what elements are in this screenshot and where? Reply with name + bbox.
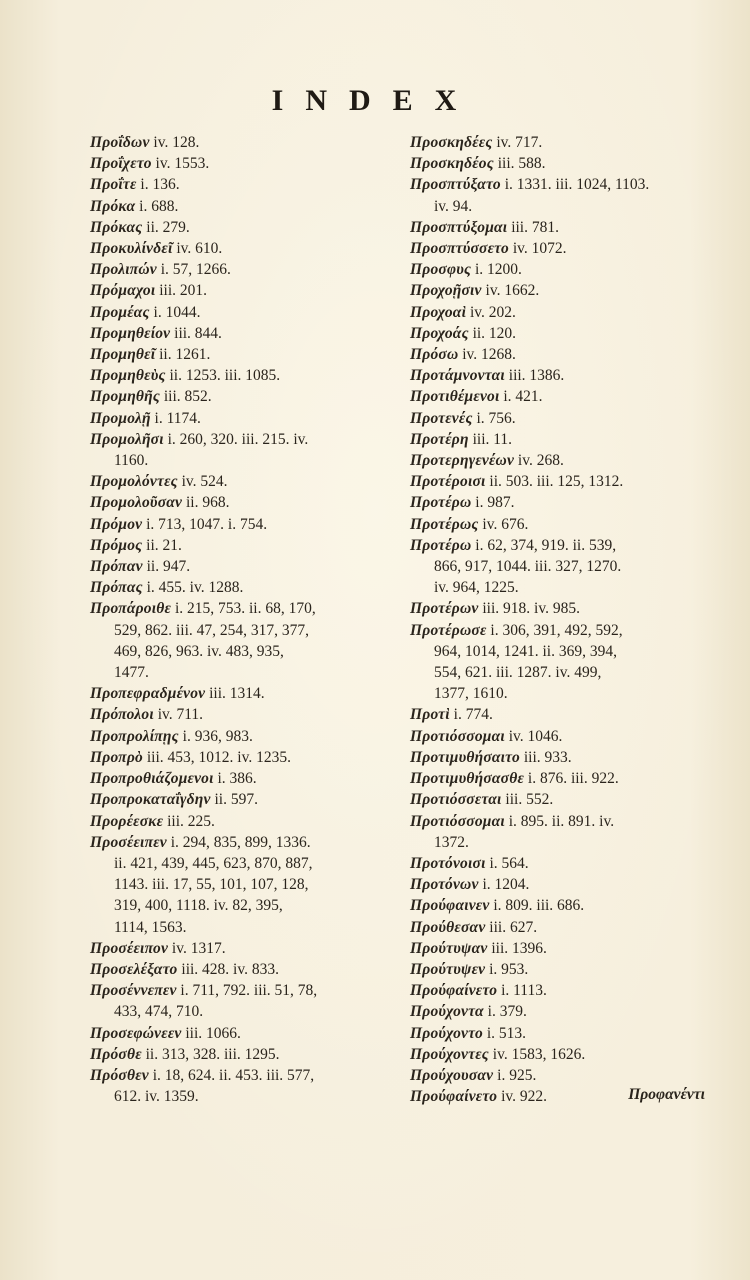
headword: Προσπτύσσετο (410, 240, 509, 258)
index-entry-line: Προτέρω i. 62, 374, 919. ii. 539, (410, 536, 617, 554)
index-entry-continuation: 554, 621. iii. 1287. iv. 499, (434, 664, 602, 682)
index-entry (410, 811, 730, 853)
index-entry-line: Πρόκα i. 688. (90, 197, 179, 215)
headword: Προσελέξατο (90, 960, 178, 978)
index-entry-line: Προσπτύσσετο iv. 1072. (410, 240, 567, 258)
index-entry-line: Πρόπολοι iv. 711. (90, 706, 204, 724)
index-entry-continuation: 1160. (114, 452, 149, 470)
index-entry-line: Προτιμυθήσαιτο iii. 933. (410, 748, 572, 766)
index-entry-line: Προχοάς ii. 120. (410, 324, 517, 342)
headword: Προτενές (410, 409, 473, 427)
index-entry-line: Πρόμαχοι iii. 201. (90, 282, 208, 300)
index-entry-line: Πρόκας ii. 279. (90, 218, 190, 236)
index-entry (90, 683, 400, 704)
index-entry-line: Προτέρω i. 987. (410, 494, 515, 512)
index-entry (410, 620, 730, 705)
index-entry-continuation: 1477. (114, 664, 149, 682)
index-entry (90, 535, 400, 556)
index-entry-line: Προτιμυθήσασθε i. 876. iii. 922. (410, 770, 619, 788)
index-entry-line: Προτόνοισι i. 564. (410, 854, 529, 872)
index-entry-line: Προτέροισι ii. 503. iii. 125, 1312. (410, 473, 624, 491)
index-entry (410, 1065, 730, 1086)
index-entry-continuation: 1114, 1563. (114, 918, 187, 936)
headword: Προτόνων (410, 876, 479, 894)
headword: Προσεφώνεεν (90, 1024, 182, 1042)
index-entry-line: Προτὶ i. 774. (410, 706, 493, 724)
index-entry (90, 217, 400, 238)
headword: Πρόμος (90, 536, 143, 554)
index-entry (90, 259, 400, 280)
index-entry (410, 492, 730, 513)
index-entry (90, 726, 400, 747)
headword: Προμέας (90, 303, 150, 321)
index-entry (410, 959, 730, 980)
index-entry (90, 238, 400, 259)
headword: Προχοαὶ (410, 303, 467, 321)
index-entry-line: Πρόπας i. 455. iv. 1288. (90, 579, 244, 597)
headword: Προτιόσσομαι (410, 812, 505, 830)
headword: Πρόπας (90, 579, 143, 597)
headword: Προτέροισι (410, 473, 486, 491)
headword: Προπρολίπῃς (90, 727, 179, 745)
index-entry (90, 196, 400, 217)
index-entry (90, 174, 400, 195)
index-entry-line: Προμολῆσι i. 260, 320. iii. 215. iv. (90, 430, 309, 448)
index-entry-line: Προμολῇ i. 1174. (90, 409, 201, 427)
index-entry-line: Προσελέξατο iii. 428. iv. 833. (90, 960, 279, 978)
headword: Προμολόντες (90, 473, 178, 491)
index-entry (90, 153, 400, 174)
index-entry (90, 408, 400, 429)
headword: Προμηθῆς (90, 388, 160, 406)
headword: Προύτυψεν (410, 960, 486, 978)
index-entry-line: Προχοαὶ iv. 202. (410, 303, 516, 321)
index-entry-line: Προπρολίπῃς i. 936, 983. (90, 727, 253, 745)
headword: Προσέειπον (90, 939, 169, 957)
headword: Προσπτύξατο (410, 176, 501, 194)
index-entry (410, 917, 730, 938)
index-entry-line: Προπρὸ iii. 453, 1012. iv. 1235. (90, 748, 291, 766)
headword: Προμολῇ (90, 409, 151, 427)
headword: Πρόπαν (90, 558, 143, 576)
index-entry (410, 471, 730, 492)
index-entry (410, 450, 730, 471)
index-entry-line: Προύχοντο i. 513. (410, 1024, 527, 1042)
index-entry (90, 386, 400, 407)
index-entry (90, 789, 400, 810)
index-entry-line: Προκυλίνδεῖ iv. 610. (90, 240, 223, 258)
index-entry-line: Πρόσθεν i. 18, 624. ii. 453. iii. 577, (90, 1066, 315, 1084)
index-entry (90, 471, 400, 492)
index-entry (410, 747, 730, 768)
index-entry (410, 386, 730, 407)
index-entry-line: Προμολοῦσαν ii. 968. (90, 494, 230, 512)
index-entry (90, 365, 400, 386)
index-entry (90, 747, 400, 768)
index-entry (410, 174, 730, 216)
headword: Πρόσθε (90, 1045, 142, 1063)
index-entry-line: Προύτυψεν i. 953. (410, 960, 529, 978)
index-entry-line: Πρόσθε ii. 313, 328. iii. 1295. (90, 1045, 280, 1063)
index-entry-line: Προμέας i. 1044. (90, 303, 201, 321)
index-entry (410, 853, 730, 874)
index-entry-continuation: 964, 1014, 1241. ii. 369, 394, (434, 642, 617, 660)
index-entry (90, 768, 400, 789)
index-entry (410, 1001, 730, 1022)
index-entry-line: Προτόνων i. 1204. (410, 876, 530, 894)
index-entry-line: Προύφαίνετο i. 1113. (410, 982, 547, 1000)
headword: Προτόνοισι (410, 854, 486, 872)
index-entry-line: Προσέειπεν i. 294, 835, 899, 1336. (90, 833, 311, 851)
index-entry-line: Προσφυς i. 1200. (410, 261, 522, 279)
index-entry (90, 1023, 400, 1044)
index-entry (90, 429, 400, 471)
headword: Προμηθείον (90, 324, 171, 342)
index-entry-line: Προμηθείον iii. 844. (90, 324, 222, 342)
headword: Πρόκα (90, 197, 136, 215)
index-entry (410, 598, 730, 619)
index-entry-continuation: ii. 421, 439, 445, 623, 870, 887, (114, 854, 313, 872)
index-entry (410, 514, 730, 535)
headword: Προκυλίνδεῖ (90, 240, 173, 258)
index-entry-continuation: 1372. (434, 833, 469, 851)
headword: Προτιμυθήσασθε (410, 770, 525, 788)
headword: Προύθεσαν (410, 918, 486, 936)
index-entry-continuation: 866, 917, 1044. iii. 327, 1270. (434, 558, 622, 576)
index-entry-line: Προπροκαταΐγδην ii. 597. (90, 791, 258, 809)
headword: Προρέεσκε (90, 812, 164, 830)
index-entry-line: Προσπτύξομαι iii. 781. (410, 218, 559, 236)
index-entry-line: Προτάμνονται iii. 1386. (410, 367, 565, 385)
headword: Προτέρη (410, 430, 469, 448)
headword: Προπροκαταΐγδην (90, 791, 211, 809)
index-entry (410, 726, 730, 747)
index-entry (410, 1023, 730, 1044)
headword: Προΐχετο (90, 155, 152, 173)
index-entry-line: Προτενές i. 756. (410, 409, 516, 427)
headword: Πρόμαχοι (90, 282, 156, 300)
index-entry-line: Προτιόσσομαι i. 895. ii. 891. iv. (410, 812, 615, 830)
index-entry-line: Προύχουσαν i. 925. (410, 1066, 537, 1084)
headword: Προτέρων (410, 600, 479, 618)
index-entry-line: Προμηθεὺς ii. 1253. iii. 1085. (90, 367, 281, 385)
index-entry-line: Πρόσω iv. 1268. (410, 346, 516, 364)
index-entry (410, 132, 730, 153)
headword: Προπεφραδμένον (90, 685, 206, 703)
index-entry-line: Προύχοντες iv. 1583, 1626. (410, 1045, 586, 1063)
index-entry-line: Προσκηδέες iv. 717. (410, 134, 543, 151)
headword: Προμηθεὺς (90, 367, 166, 385)
index-entry-line: Προπάροιθε i. 215, 753. ii. 68, 170, (90, 600, 316, 618)
index-entry-line: Προΐχετο iv. 1553. (90, 155, 210, 173)
index-entry-line: Προμολόντες iv. 524. (90, 473, 228, 491)
index-entry (90, 556, 400, 577)
index-entry-continuation: 529, 862. iii. 47, 254, 317, 377, (114, 621, 310, 639)
headword: Προύτυψαν (410, 939, 488, 957)
headword: Προτιμυθήσαιτο (410, 748, 520, 766)
index-entry (410, 365, 730, 386)
headword: Προπάροιθε (90, 600, 172, 618)
headword: Προύφαίνετο (410, 982, 498, 1000)
index-entry (90, 938, 400, 959)
index-entry (90, 280, 400, 301)
headword: Προχοάς (410, 324, 469, 342)
index-entry (90, 598, 400, 683)
headword: Προύχοντα (410, 1003, 484, 1021)
index-entry (410, 789, 730, 810)
headword: Προμηθεῖ (90, 346, 156, 364)
index-entry (410, 980, 730, 1001)
index-entry (410, 768, 730, 789)
index-entry-line: Προχοῇσιν iv. 1662. (410, 282, 540, 300)
index-entry (410, 259, 730, 280)
index-entry-line: Προπεφραδμένον iii. 1314. (90, 685, 265, 703)
index-entry (90, 323, 400, 344)
index-entry (90, 832, 400, 938)
index-column-left (90, 132, 400, 1107)
index-entry (90, 344, 400, 365)
headword: Πρόκας (90, 218, 143, 236)
index-entry-line: Προσκηδέος iii. 588. (410, 155, 546, 173)
headword: Προτὶ (410, 706, 450, 724)
headword: Προτέρωσε (410, 621, 487, 639)
index-entry (90, 577, 400, 598)
headword: Προτάμνονται (410, 367, 505, 385)
index-entry-continuation: 612. iv. 1359. (114, 1088, 199, 1106)
headword: Προπροθιάζομενοι (90, 770, 214, 788)
headword: Προχοῇσιν (410, 282, 482, 300)
index-entry-line: Προτιόσσεται iii. 552. (410, 791, 554, 809)
index-entry (410, 153, 730, 174)
index-entry-continuation: 469, 826, 963. iv. 483, 935, (114, 642, 284, 660)
index-entry-continuation: 1377, 1610. (434, 685, 508, 703)
index-entry-line: Προύφαινεν i. 809. iii. 686. (410, 897, 585, 915)
index-entry-line: Προλιπών i. 57, 1266. (90, 261, 231, 279)
headword: Προσφυς (410, 261, 472, 279)
index-entry (410, 217, 730, 238)
index-entry-line: Προμηθῆς iii. 852. (90, 388, 212, 406)
headword: Προλιπών (90, 261, 157, 279)
headword: Προτέρως (410, 515, 479, 533)
index-entry-line: Προύτυψαν iii. 1396. (410, 939, 547, 957)
index-entry (90, 302, 400, 323)
index-entry (90, 492, 400, 513)
index-entry-continuation: iv. 964, 1225. (434, 579, 519, 597)
index-entry-line: Προύφαίνετο iv. 922. (410, 1088, 547, 1106)
index-entry-continuation: 433, 474, 710. (114, 1003, 204, 1021)
headword: Προύφαίνετο (410, 1088, 498, 1106)
headword: Προμολοῦσαν (90, 494, 183, 512)
index-entry-continuation: iv. 94. (434, 197, 473, 215)
index-entry-line: Προτέρωσε i. 306, 391, 492, 592, (410, 621, 623, 639)
headword: Προτερηγενέων (410, 452, 515, 470)
headword: Προύφαινεν (410, 897, 490, 915)
index-entry (410, 704, 730, 725)
index-entry-line: Προμηθεῖ ii. 1261. (90, 346, 211, 364)
headword: Πρόσθεν (90, 1066, 149, 1084)
index-entry-continuation: 1143. iii. 17, 55, 101, 107, 128, (114, 876, 309, 894)
headword: Προύχοντο (410, 1024, 483, 1042)
index-entry-line: Προτέρως iv. 676. (410, 515, 529, 533)
headword: Πρόπολοι (90, 706, 154, 724)
index-entry (410, 408, 730, 429)
headword: Προτέρω (410, 536, 472, 554)
headword: Προύχοντες (410, 1045, 489, 1063)
index-entry (410, 938, 730, 959)
headword: Προσκηδέες (410, 134, 493, 151)
index-entry-line: Πρόμος ii. 21. (90, 536, 182, 554)
index-entry (90, 959, 400, 980)
index-entry-continuation: 319, 400, 1118. iv. 82, 395, (114, 897, 283, 915)
headword: Προμολῆσι (90, 430, 164, 448)
headword: Προσέειπεν (90, 833, 167, 851)
index-entry (90, 1044, 400, 1065)
index-entry-line: Προύχοντα i. 379. (410, 1003, 527, 1021)
index-entry (410, 895, 730, 916)
headword: Προτιθέμενοι (410, 388, 500, 406)
index-column-right (410, 132, 730, 1107)
headword: Προΐτε (90, 176, 137, 194)
index-entry-line: Προτέρη iii. 11. (410, 430, 513, 448)
index-entry (90, 704, 400, 725)
index-entry (410, 429, 730, 450)
index-entry (90, 980, 400, 1022)
page-title: INDEX (271, 84, 479, 117)
index-entry-line: Προτέρων iii. 918. iv. 985. (410, 600, 580, 618)
index-entry-line: Προτιόσσομαι iv. 1046. (410, 727, 563, 745)
index-entry (410, 344, 730, 365)
headword: Προσπτύξομαι (410, 218, 508, 236)
index-entry (410, 238, 730, 259)
headword: Προσέννεπεν (90, 982, 177, 1000)
index-entry-line: Προρέεσκε iii. 225. (90, 812, 215, 830)
index-entry (410, 1044, 730, 1065)
index-entry (410, 280, 730, 301)
index-entry-line: Προσέειπον iv. 1317. (90, 939, 226, 957)
headword: Προύχουσαν (410, 1066, 494, 1084)
index-entry-line: Προύθεσαν iii. 627. (410, 918, 538, 936)
index-entry (90, 514, 400, 535)
index-entry (410, 535, 730, 599)
index-entry (90, 1065, 400, 1107)
headword: Προτιόσσομαι (410, 727, 505, 745)
catchword: Προφανέντι (628, 1086, 705, 1103)
index-entry (90, 811, 400, 832)
index-entry-line: Προΐδων iv. 128. (90, 134, 200, 151)
headword: Πρόσω (410, 346, 459, 364)
index-entry-line: Πρόπαν ii. 947. (90, 558, 191, 576)
index-entry (410, 302, 730, 323)
headword: Προτέρω (410, 494, 472, 512)
headword: Προτιόσσεται (410, 791, 502, 809)
index-entry (410, 874, 730, 895)
headword: Πρόμον (90, 515, 143, 533)
index-entry-line: Προπροθιάζομενοι i. 386. (90, 770, 257, 788)
index-entry-line: Προσεφώνεεν iii. 1066. (90, 1024, 241, 1042)
index-entry-line: Προσέννεπεν i. 711, 792. iii. 51, 78, (90, 982, 318, 1000)
index-entry (410, 323, 730, 344)
headword: Προΐδων (90, 134, 150, 151)
headword: Προπρὸ (90, 748, 143, 766)
index-entry-line: Προΐτε i. 136. (90, 176, 180, 194)
index-entry-line: Προσπτύξατο i. 1331. iii. 1024, 1103. (410, 176, 650, 194)
headword: Προσκηδέος (410, 155, 494, 173)
index-entry-line: Πρόμον i. 713, 1047. i. 754. (90, 515, 268, 533)
index-entry-line: Προτερηγενέων iv. 268. (410, 452, 564, 470)
index-entry (90, 132, 400, 153)
index-entry-line: Προτιθέμενοι i. 421. (410, 388, 543, 406)
